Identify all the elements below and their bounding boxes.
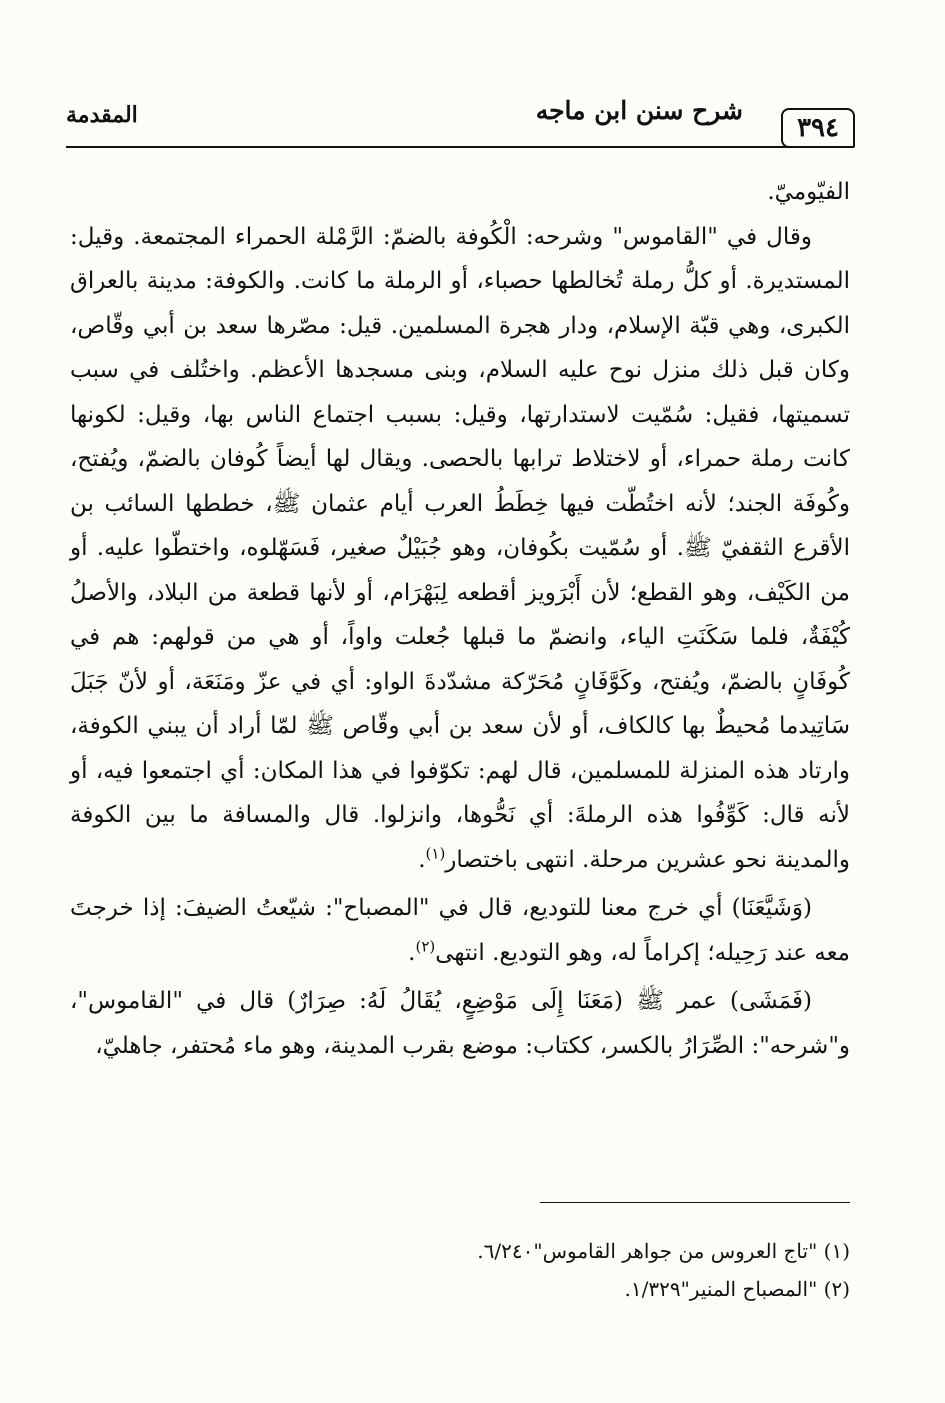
paragraph: وقال في "القاموس" وشرحه: الْكُوفة بالضمّ: الرَّمْلة الحمراء المجتمعة. وقيل: المستديرة. أو كلُّ رملة تُخالطها حصباء، أو الرملة ما كانت. والكوفة: مدينة بالعراق الكبرى، وهي قبّة الإسلام، ودار هجرة المسلمين. قيل: مصّرها سعد بن أبي وقّاص، وكان قبل ذلك منزل نوح عليه السلام، وبنى مسجدها الأعظم. واختُلف في سبب تسميتها، فقيل: سُمّيت لاستدارتها، وقيل: بسبب اجتماع الناس بها، وقيل: لكونها كانت رملة حمراء، أو لاختلاط ترابها بالحصى. ويقال لها أيضاً كُوفان بالضمّ، ويُفتح، وكُوفَة الجند؛ لأنه اختُطّت فيها خِطَطُ العرب أيام عثمان ﷺ، خططها السائب بن الأقرع الثقفيّ ﷺ. أو سُمّيت بكُوفان، وهو جُبَيْلٌ صغير، فَسَهّلوه، واختطّوا عليه. أو من الكَيْف، وهو القطع؛ لأن أَبْرَويز أقطعه لِبَهْرَام، أو لأنها قطعة من البلاد، والأصلُ كُيْفَةٌ، فلما سَكَنَتِ الياء، وانضمّ ما قبلها جُعلت واواً، أو هي من قولهم: هم في كُوفَانٍ بالضمّ، ويُفتح، وكَوَّفَانٍ مُحَرّكة مشدّدةَ الواو: أي في عزّ ومَنَعَة، أو لأنّ جَبَلَ سَاتِيدما مُحيطٌ بها كالكاف، أو لأن سعد بن أبي وقّاص ﷺ لمّا أراد أن يبني الكوفة، وارتاد هذه المنزلة للمسلمين، قال لهم: تكوّفوا في هذا المكان: أي اجتمعوا فيه، أو لأنه قال: كَوِّفُوا هذه الرملةَ: أي نَحُّوها، وانزلوا. قال والمسافة ما بين الكوفة والمدينة نحو عشرين مرحلة. انتهى باختصار$^{(١)}$. — [70, 223, 851, 873]
paragraph: (فَمَشَى) عمر ﷺ (مَعَنَا إِلَى مَوْضِعٍ، يُقَالُ لَهُ: صِرَارٌ) قال في "القاموس"، و"شرحه": الصِّرَارُ بالكسر، ككتاب: موضع بقرب المدينة، وهو ماء مُحتفر، جاهليّ، — [70, 988, 850, 1059]
paragraph: الفيّوميّ. — [767, 179, 850, 205]
paragraph-text: وقال في "القاموس" وشرحه: الْكُوفة بالضمّ: الرَّمْلة الحمراء المجتمعة. وقيل: المستديرة. أو كلُّ رملة تُخالطها حصباء، أو الرملة ما كانت. والكوفة: مدينة بالعراق الكبرى، وهي قبّة الإسلام، ودار هجرة المسلمين. قيل: مصّرها سعد بن أبي وقّاص، وكان قبل ذلك منزل نوح عليه السلام، وبنى مسجدها الأعظم. واختُلف في سبب تسميتها، فقيل: سُمّيت لاستدارتها، وقيل: بسبب اجتماع الناس بها، وقيل: لكونها كانت رملة حمراء، أو لاختلاط ترابها بالحصى. ويقال لها أيضاً كُوفان بالضمّ، ويُفتح، وكُوفَة الجند؛ لأنه اختُطّت فيها خِطَطُ العرب أيام عثمان ﷺ، خططها السائب بن الأقرع الثقفيّ ﷺ. أو سُمّيت بكُوفان، وهو جُبَيْلٌ صغير، فَسَهّلوه، واختطّوا عليه. أو من الكَيْف، وهو القطع؛ لأن أَبْرَويز أقطعه لِبَهْرَام، أو لأنها قطعة من البلاد، والأصلُ كُيْفَةٌ، فلما سَكَنَتِ الياء، وانضمّ ما قبلها جُعلت واواً، أو هي من قولهم: هم في كُوفَانٍ بالضمّ، ويُفتح، وكَوَّفَانٍ مُحَرّكة مشدّدةَ الواو: أي في عزّ ومَنَعَة، أو لأنّ جَبَلَ سَاتِيدما مُحيطٌ بها كالكاف، أو لأن سعد بن أبي وقّاص ﷺ لمّا أراد أن يبني الكوفة، وارتاد هذه المنزلة للمسلمين، قال لهم: تكوّفوا في هذا المكان: أي اجتمعوا فيه، أو لأنه قال: كَوِّفُوا هذه الرملةَ: أي نَحُّوها، وانزلوا. قال والمسافة ما بين الكوفة والمدينة نحو عشرين مرحلة. انتهى باختصار — [70, 223, 851, 873]
footnotes — [70, 1232, 850, 1308]
footnote-marker: (٢) — [415, 936, 436, 955]
body-text — [70, 170, 850, 1068]
section-title: المقدمة — [66, 102, 138, 128]
footnote: (٢) "المصباح المنير"١/٣٢٩. — [624, 1277, 850, 1301]
page-header — [66, 88, 855, 148]
book-title: شرح سنن ابن ماجه — [535, 96, 743, 125]
header-rule — [66, 146, 825, 148]
paragraph: (وَشَيَّعَنَا) أي خرج معنا للتوديع، قال في "المصباح": شيّعتُ الضيفَ: إذا خرجتَ معه عند رَحِيله؛ إكراماً له، وهو التوديع. انتهى$^{(٢)}$. — [70, 895, 850, 966]
footnote-rule — [540, 1202, 850, 1203]
footnote-marker: (١) — [425, 843, 446, 862]
footnote: (١) "تاج العروس من جواهر القاموس"٦/٢٤٠. — [477, 1239, 850, 1263]
paragraph-text: (وَشَيَّعَنَا) أي خرج معنا للتوديع، قال في "المصباح": شيّعتُ الضيفَ: إذا خرجتَ معه عند رَحِيله؛ إكراماً له، وهو التوديع. انتهى — [70, 895, 850, 966]
page-number: ٣٩٤ — [781, 108, 855, 148]
